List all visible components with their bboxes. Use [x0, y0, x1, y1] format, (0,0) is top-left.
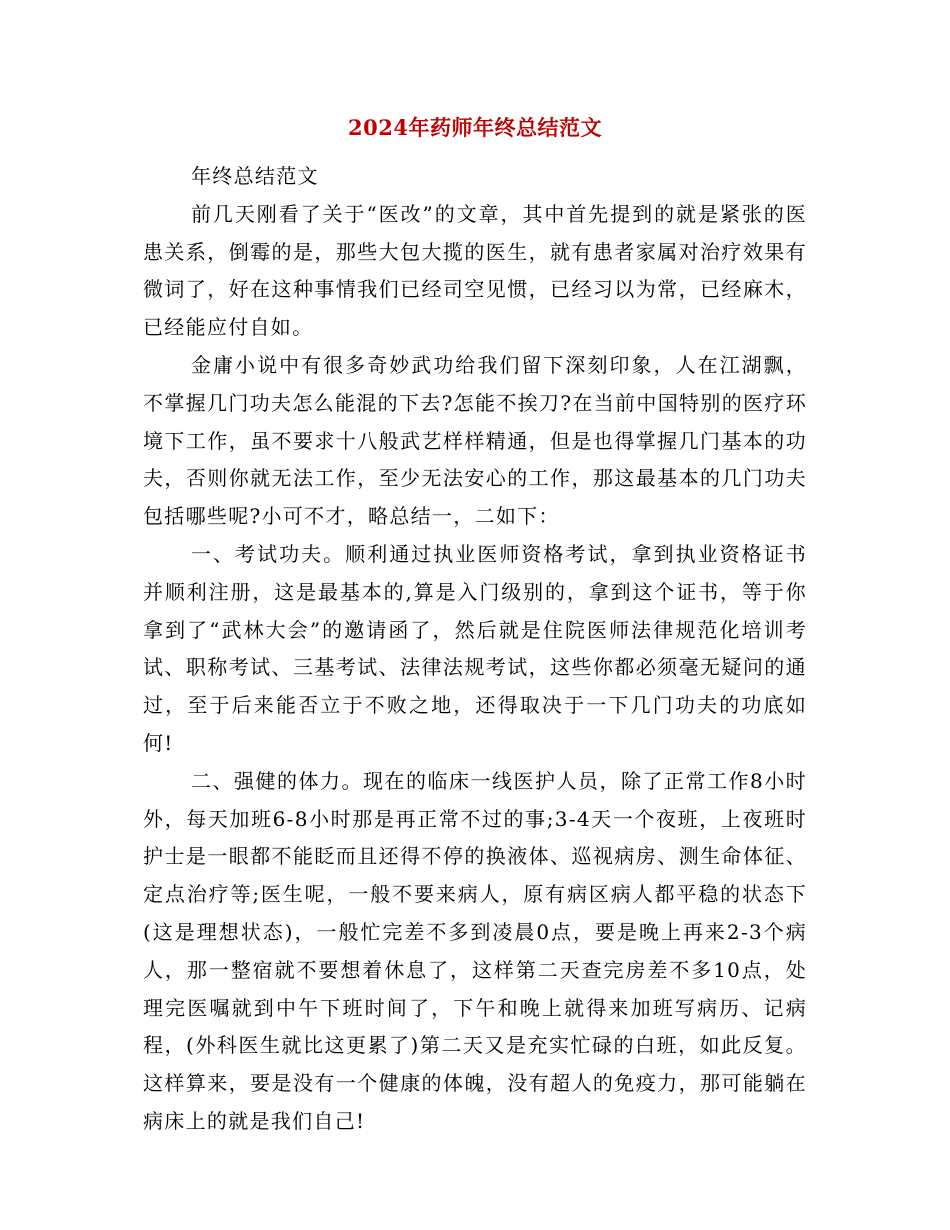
paragraph: 金庸小说中有很多奇妙武功给我们留下深刻印象，人在江湖飘，不掌握几门功夫怎么能混的下去?怎能不挨刀?在当前中国特别的医疗环境下工作，虽不要求十八般武艺样样精通，但是也得掌握几门基本的功夫，否则你就无法工作，至少无法安心的工作，那这最基本的几门功夫包括哪些呢?小可不才，略总结一，二如下： [143, 352, 807, 529]
paragraph-heading: 年终总结范文 [191, 164, 319, 188]
paragraph: 一、考试功夫。顺利通过执业医师资格考试，拿到执业资格证书并顺利注册，这是最基本的,算是入门级别的，拿到这个证书，等于你拿到了“武林大会”的邀请函了，然后就是住院医师法律规范化培训考试、职称考试、三基考试、法律法规考试，这些你都必须毫无疑问的通过，至于后来能否立于不败之地，还得取决于一下几门功夫的功底如何! [143, 541, 807, 755]
paragraph: 前几天刚看了关于“医改”的文章，其中首先提到的就是紧张的医患关系，倒霉的是，那些大包大揽的医生，就有患者家属对治疗效果有微词了，好在这种事情我们已经司空见惯，已经习以为常，已经麻木，已经能应付自如。 [143, 201, 807, 340]
document-body [143, 158, 807, 1141]
paragraph: 二、强健的体力。现在的临床一线医护人员，除了正常工作8小时外，每天加班6-8小时那是再正常不过的事;3-4天一个夜班，上夜班时护士是一眼都不能眨而且还得不停的换液体、巡视病房、测生命体征、定点治疗等;医生呢，一般不要来病人，原有病区病人都平稳的状态下(这是理想状态)，一般忙完差不多到凌晨0点，要是晚上再来2-3个病人，那一整宿就不要想着休息了，这样第二天查完房差不多10点，处理完医嘱就到中午下班时间了，下午和晚上就得来加班写病历、记病程，(外科医生就比这更累了)第二天又是充实忙碌的白班，如此反复。这样算来，要是没有一个健康的体魄，没有超人的免疫力，那可能躺在病床上的就是我们自己! [143, 768, 807, 1133]
document-title: 2024年药师年终总结范文 [348, 115, 602, 140]
